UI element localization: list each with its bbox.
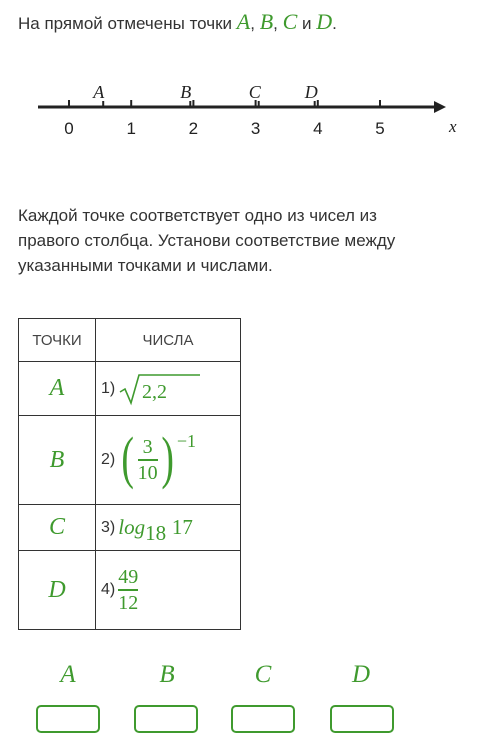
intro-sep: , bbox=[273, 14, 283, 33]
left-paren-icon: ( bbox=[121, 425, 135, 490]
axis-label: x bbox=[449, 117, 457, 136]
intro-point-d: D bbox=[316, 9, 333, 34]
fraction bbox=[118, 566, 138, 613]
tick-label: 0 bbox=[64, 119, 74, 138]
number-cell-4 bbox=[95, 550, 241, 630]
tick-label: 5 bbox=[375, 119, 385, 138]
fraction-bar bbox=[118, 589, 138, 590]
number-cell-2 bbox=[95, 415, 241, 505]
matching-table bbox=[18, 318, 241, 630]
tick-label: 3 bbox=[250, 119, 261, 138]
intro-sep: , bbox=[250, 14, 260, 33]
log-expression bbox=[118, 515, 193, 545]
tick-label: 4 bbox=[313, 119, 323, 138]
intro-end: . bbox=[332, 14, 337, 33]
point-cell-c bbox=[18, 504, 96, 551]
answer-input-b[interactable] bbox=[134, 705, 198, 733]
intro-prefix: На прямой отмечены точки bbox=[18, 14, 237, 33]
intro-point-c: C bbox=[282, 9, 298, 34]
point-label: B bbox=[49, 446, 65, 473]
header-numbers: ЧИСЛА bbox=[95, 318, 241, 362]
intro-text bbox=[18, 9, 337, 35]
tick-label: 2 bbox=[188, 119, 199, 138]
log-argument: 17 bbox=[171, 515, 193, 539]
fraction-numerator: 49 bbox=[118, 566, 139, 589]
task-line: Каждой точке соответствует одно из чисел из bbox=[18, 206, 377, 225]
answer-label-c: C bbox=[254, 661, 272, 688]
power-expression bbox=[118, 425, 197, 490]
tick-label: 1 bbox=[126, 119, 136, 138]
right-paren-icon: ) bbox=[160, 425, 174, 490]
fraction-denominator: 12 bbox=[118, 591, 139, 614]
answer-input-a[interactable] bbox=[36, 705, 100, 733]
answer-label-d: D bbox=[351, 661, 371, 688]
task-line: указанными точками и числами. bbox=[18, 256, 273, 275]
exponent: −1 bbox=[176, 431, 197, 451]
answer-label-b: B bbox=[159, 661, 175, 688]
number-prefix: 2) bbox=[101, 451, 116, 468]
sqrt-expression bbox=[118, 372, 202, 406]
point-label: A bbox=[93, 82, 105, 102]
number-cell-1 bbox=[95, 361, 241, 416]
number-line bbox=[0, 80, 500, 150]
number-prefix: 3) bbox=[101, 518, 116, 536]
point-label: B bbox=[180, 82, 192, 102]
point-cell-a bbox=[18, 361, 96, 416]
task-text bbox=[18, 203, 488, 278]
sqrt-radicand: 2,2 bbox=[142, 380, 168, 403]
point-label: A bbox=[49, 375, 65, 401]
axis-arrow bbox=[434, 101, 446, 113]
point-label: D bbox=[304, 82, 318, 102]
number-prefix: 4) bbox=[101, 581, 116, 598]
intro-point-a: A bbox=[236, 9, 251, 34]
answer-input-d[interactable] bbox=[330, 705, 394, 733]
fraction-numerator: 3 bbox=[142, 436, 153, 459]
log-func: log bbox=[118, 515, 146, 539]
point-label: C bbox=[248, 82, 261, 102]
point-label: D bbox=[48, 576, 66, 603]
answer-input-c[interactable] bbox=[231, 705, 295, 733]
task-line: правого столбца. Установи соответствие между bbox=[18, 231, 396, 250]
intro-point-b: B bbox=[259, 9, 274, 34]
header-points: ТОЧКИ bbox=[18, 318, 96, 362]
fraction bbox=[138, 436, 158, 483]
intro-sep: и bbox=[297, 14, 317, 33]
fraction-denominator: 10 bbox=[137, 461, 158, 484]
number-prefix: 1) bbox=[101, 379, 116, 397]
answer-label-a: A bbox=[60, 661, 76, 688]
number-cell-3 bbox=[95, 504, 241, 551]
log-base: 18 bbox=[145, 521, 167, 545]
point-cell-b bbox=[18, 415, 96, 505]
fraction-bar bbox=[138, 459, 158, 460]
point-cell-d bbox=[18, 550, 96, 630]
point-label: C bbox=[48, 514, 65, 540]
